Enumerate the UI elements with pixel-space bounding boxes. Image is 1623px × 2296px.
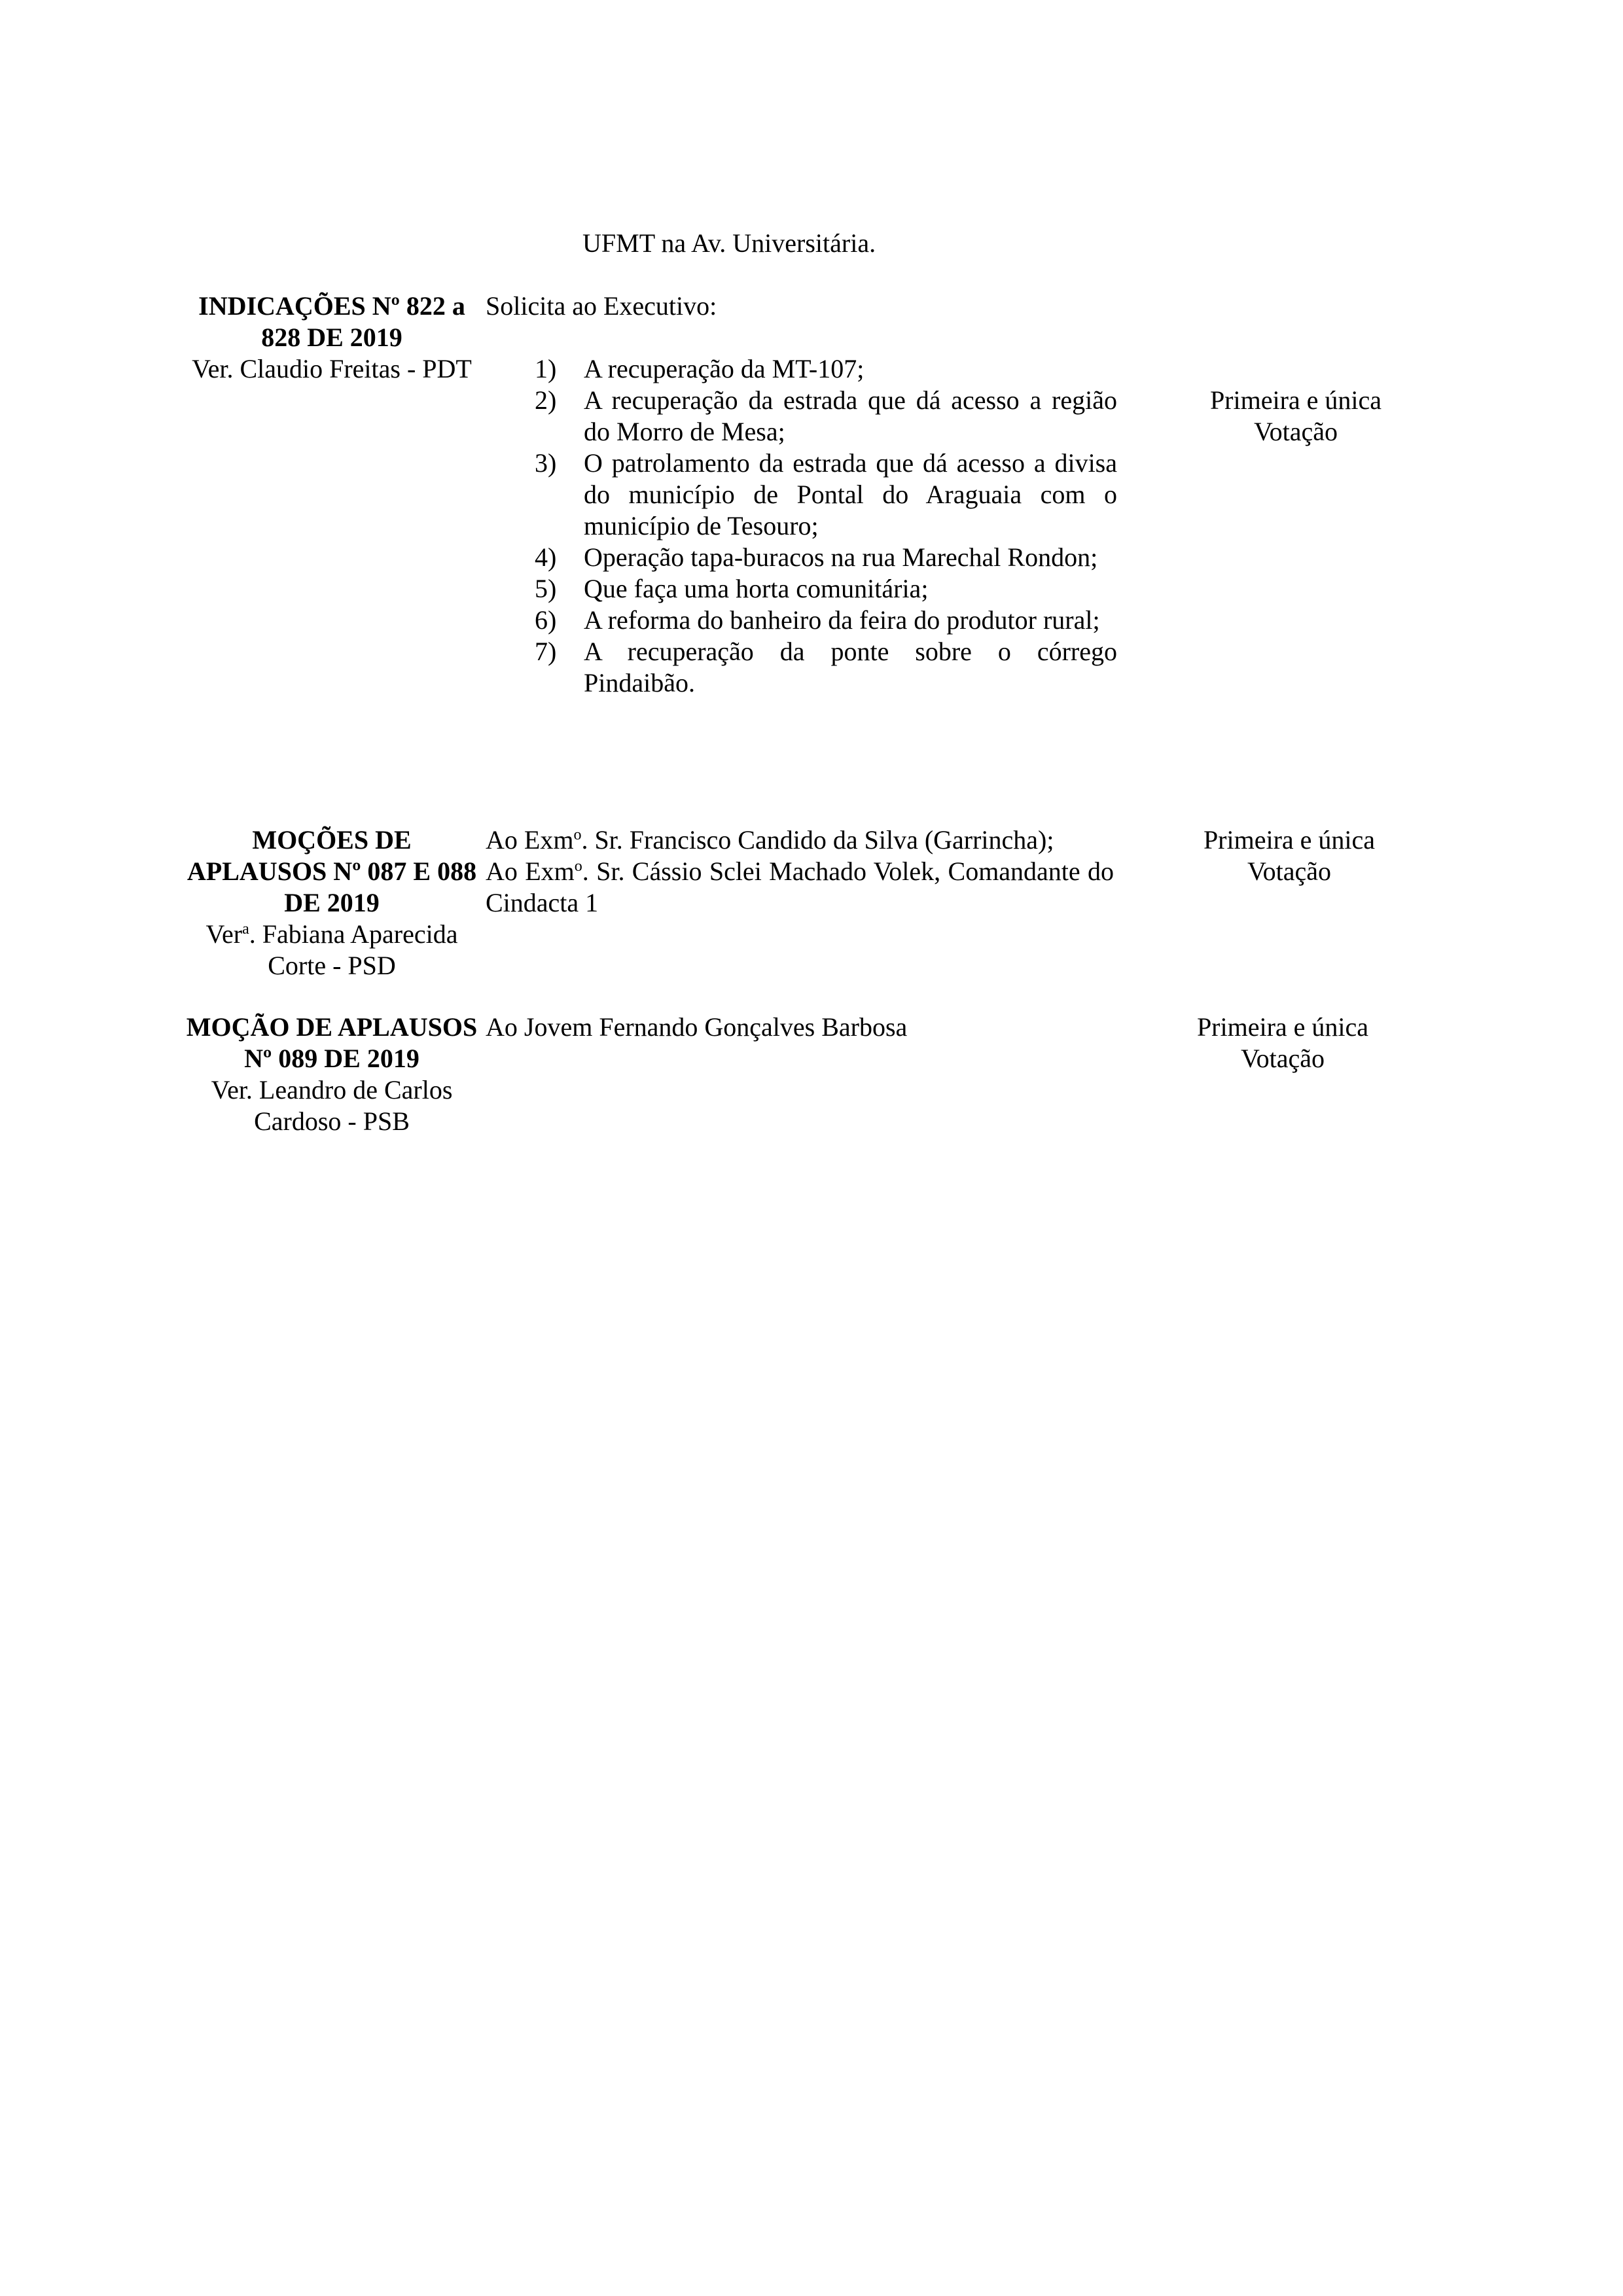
- indicacoes-list: [486, 353, 1117, 699]
- vote-line: Primeira e única: [1196, 1012, 1369, 1042]
- list-item: 2) A recuperação da estrada que dá acesso a região do Morro de Mesa;: [535, 385, 1117, 446]
- mocao-089-text: Ao Jovem Fernando Gonçalves Barbosa: [486, 1012, 908, 1042]
- mocoes-087-088-author: Ver$^a$. Fabiana Aparecida Corte - PSD: [205, 919, 458, 980]
- mocao-089-header: [186, 1012, 478, 1137]
- list-item: 3) O patrolamento da estrada que dá acesso a divisa do município de Pontal do Araguaia com o município de Tesouro;: [535, 448, 1117, 540]
- mocao-089-author: Ver. Leandro de Carlos Cardoso - PSB: [211, 1075, 453, 1136]
- mocoes-087-088-header: [186, 824, 478, 981]
- indicacoes-author: Ver. Claudio Freitas - PDT: [192, 354, 472, 383]
- mocoes-087-088-title: MOÇÕES DE APLAUSOS Nº 087 E 088 DE 2019: [187, 825, 477, 917]
- indicacoes-title: INDICAÇÕES Nº 822 a 828 DE 2019: [198, 291, 465, 352]
- mocao-089-title: MOÇÃO DE APLAUSOS Nº 089 DE 2019: [186, 1012, 478, 1073]
- list-item: 7) A recuperação da ponte sobre o córrego Pindaibão.: [535, 637, 1117, 698]
- mocoes-087-088-vote: [1165, 824, 1414, 887]
- mocao-089-vote: [1158, 1012, 1407, 1074]
- indicacoes-intro: Solicita ao Executivo:: [486, 291, 717, 321]
- vote-line: Votação: [1240, 1044, 1325, 1073]
- indicacoes-header: [186, 291, 478, 385]
- indicacoes-body: [486, 291, 1117, 699]
- list-item: 6) A reforma do banheiro da feira do produtor rural;: [535, 605, 1100, 635]
- list-item: 5) Que faça uma horta comunitária;: [535, 574, 929, 603]
- vote-line: Primeira e única: [1209, 385, 1382, 415]
- list-item: 4) Operação tapa-buracos na rua Marechal Rondon;: [535, 542, 1098, 572]
- vote-line: Votação: [1247, 857, 1332, 886]
- mocoes-087-088-body: [486, 824, 1114, 919]
- indicacoes-vote: [1171, 385, 1420, 448]
- continuation-text: UFMT na Av. Universitária.: [582, 228, 876, 258]
- list-item: 1) A recuperação da MT-107;: [535, 354, 865, 383]
- vote-line: Primeira e única: [1203, 825, 1376, 855]
- mocao-087-text: Ao Exm$^o$. Sr. Francisco Candido da Silva (Garrincha);: [486, 825, 1054, 855]
- vote-line: Votação: [1253, 417, 1338, 446]
- mocao-088-text: Ao Exm$^o$. Sr. Cássio Sclei Machado Volek, Comandante do Cindacta 1: [486, 857, 1115, 917]
